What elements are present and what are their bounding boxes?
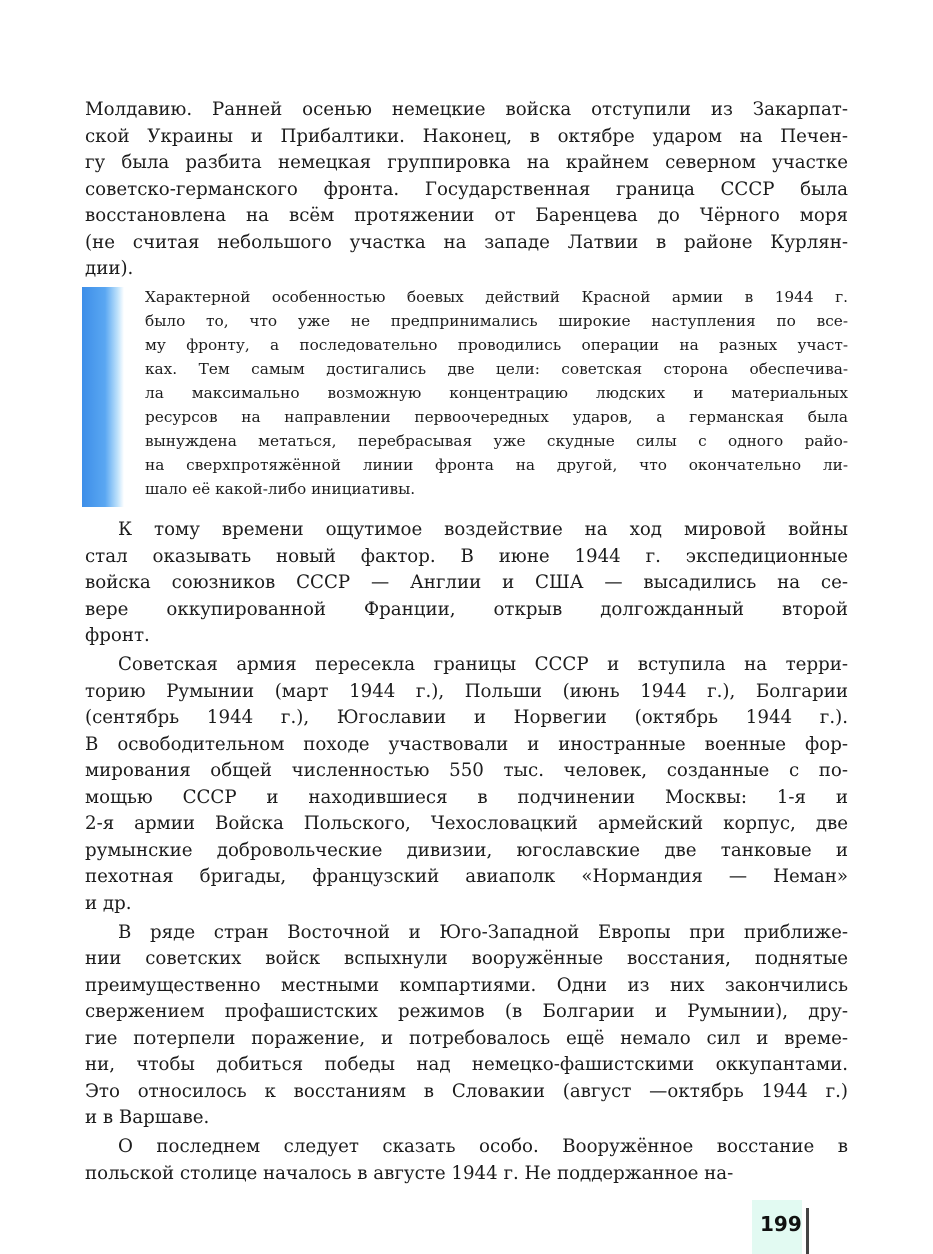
text-line: и в Варшаве.	[85, 1107, 210, 1128]
text-line: мирования общей численностью 550 тыс. человек, созданные с по-	[85, 760, 848, 781]
text-line: и др.	[85, 892, 132, 914]
paragraph	[85, 652, 848, 917]
text-line: (не считая небольшого участка на западе Латвии в районе Курлян-	[85, 231, 848, 253]
text-line: Это относилось к восстаниям в Словакии (август —октябрь 1944 г.)	[85, 1080, 848, 1102]
text-line: В освободительном походе участвовали и иностранные военные фор-	[85, 733, 848, 755]
text-line: дии).	[85, 258, 134, 279]
text-line: польской столице началось в августе 1944 г. Не поддержанное на-	[85, 1162, 734, 1184]
text-line: шало её какой-либо инициативы.	[145, 480, 416, 498]
text-line: преимущественно местными компартиями. Одни из них закончились	[85, 974, 848, 996]
highlight-bar-decoration	[82, 287, 124, 507]
text-line: торию Румынии (март 1944 г.), Польши (июнь 1944 г.), Болгарии	[85, 680, 848, 702]
paragraph	[85, 1134, 848, 1187]
text-line: вынуждена метаться, перебрасывая уже скудные силы с одного райо-	[145, 432, 848, 450]
text-line: 2-я армии Войска Польского, Чехословацкий армейский корпус, две	[85, 813, 848, 834]
text-line: В ряде стран Восточной и Юго-Западной Европы при приближе-	[118, 921, 848, 943]
body-text	[85, 517, 848, 1190]
text-line: му фронту, а последовательно проводились операции на разных участ-	[145, 336, 848, 354]
text-line: восстановлена на всём протяжении от Баренцева до Чёрного моря	[85, 205, 848, 226]
text-line: гу была разбита немецкая группировка на крайнем северном участке	[85, 152, 848, 173]
page-number: 199	[760, 1212, 802, 1236]
paragraph	[85, 920, 848, 1132]
text-line: было то, что уже не предпринимались широкие наступления по все-	[145, 312, 848, 330]
text-line: ла максимально возможную концентрацию людских и материальных	[145, 384, 848, 402]
text-line: ресурсов на направлении первоочередных ударов, а германская была	[145, 408, 848, 426]
text-line: войска союзников СССР — Англии и США — высадились на се-	[85, 572, 848, 593]
text-line: ни, чтобы добиться победы над немецко-фашистскими оккупантами.	[85, 1054, 848, 1075]
text-line: стал оказывать новый фактор. В июне 1944 г. экспедиционные	[85, 545, 848, 567]
text-line: мощью СССР и находившиеся в подчинении Москвы: 1-я и	[85, 786, 848, 808]
text-line: советско-германского фронта. Государственная граница СССР была	[85, 178, 848, 200]
text-line: Советская армия пересекла границы СССР и вступила на терри-	[118, 654, 848, 675]
text-line: румынские добровольческие дивизии, югославские две танковые и	[85, 839, 848, 861]
page-edge-divider	[806, 1208, 809, 1254]
text-line: ской Украины и Прибалтики. Наконец, в октябре ударом на Печен-	[85, 125, 848, 147]
text-line: свержением профашистских режимов (в Болгарии и Румынии), дру-	[85, 1001, 848, 1022]
text-line: К тому времени ощутимое воздействие на ход мировой войны	[118, 519, 848, 540]
highlight-box	[145, 285, 848, 501]
intro-paragraph	[85, 97, 848, 283]
text-line: О последнем следует сказать особо. Вооружённое восстание в	[118, 1136, 848, 1157]
text-line: ках. Тем самым достигались две цели: советская сторона обеспечива-	[145, 360, 848, 378]
text-line: Характерной особенностью боевых действий Красной армии в 1944 г.	[145, 288, 848, 306]
text-line: пехотная бригады, французский авиаполк «Нормандия — Неман»	[85, 866, 848, 887]
text-line: гие потерпели поражение, и потребовалось ещё немало сил и време-	[85, 1027, 848, 1049]
text-line: (сентябрь 1944 г.), Югославии и Норвегии (октябрь 1944 г.).	[85, 707, 848, 728]
text-line: нии советских войск вспыхнули вооружённые восстания, поднятые	[85, 948, 848, 969]
text-line: Молдавию. Ранней осенью немецкие войска отступили из Закарпат-	[85, 99, 848, 120]
text-line: фронт.	[85, 625, 150, 646]
text-line: на сверхпротяжённой линии фронта на другой, что окончательно ли-	[145, 456, 848, 474]
text-line: вере оккупированной Франции, открыв долгожданный второй	[85, 598, 848, 620]
paragraph	[85, 517, 848, 650]
